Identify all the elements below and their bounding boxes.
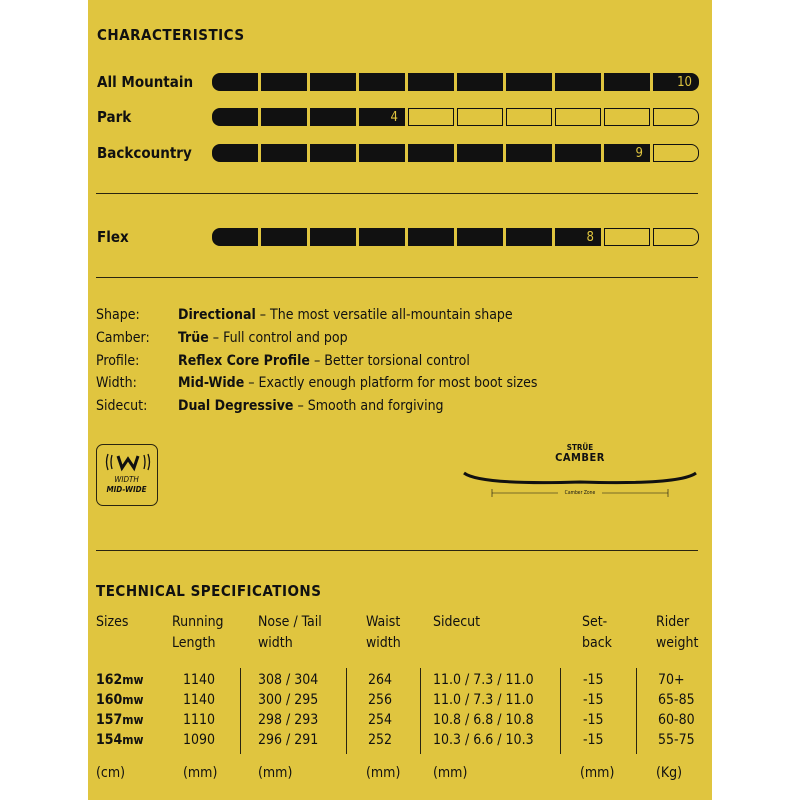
table-cell: 254: [368, 712, 393, 728]
shape-key: Shape:: [96, 307, 140, 323]
table-cell: 300 / 295: [258, 692, 319, 708]
unit-running-length: (mm): [183, 765, 218, 781]
rating-segment: 8: [555, 228, 601, 246]
table-cell: 252: [368, 732, 393, 748]
camber-logo-line2: CAMBER: [555, 451, 605, 464]
profile-key: Profile:: [96, 353, 140, 369]
table-cell: 1140: [183, 692, 216, 708]
rating-segment: [506, 144, 552, 162]
size-cell: 154mw: [96, 732, 144, 748]
rating-segment: [359, 228, 405, 246]
column-divider: [636, 668, 637, 754]
size-cell: 157mw: [96, 712, 144, 728]
table-cell: 296 / 291: [258, 732, 319, 748]
table-cell: 10.3 / 6.6 / 10.3: [433, 732, 534, 748]
rating-segment: [555, 73, 601, 91]
table-cell: 11.0 / 7.3 / 11.0: [433, 672, 534, 688]
table-cell: 256: [368, 692, 393, 708]
divider: [96, 550, 698, 551]
column-divider: [420, 668, 421, 754]
unit-rider-weight: (Kg): [656, 765, 683, 781]
size-cell: 162mw: [96, 672, 144, 688]
rating-segment: [359, 73, 405, 91]
size-cell: 160mw: [96, 692, 144, 708]
rating-segment: [212, 73, 258, 91]
width-badge: [96, 444, 158, 506]
rating-segment: 4: [359, 108, 405, 126]
unit-waist-width: (mm): [366, 765, 401, 781]
rating-segment: [310, 73, 356, 91]
camber-profile-graphic: [462, 440, 698, 510]
table-cell: 298 / 293: [258, 712, 319, 728]
table-cell: -15: [583, 732, 604, 748]
characteristics-title: CHARACTERISTICS: [97, 26, 245, 44]
table-cell: 10.8 / 6.8 / 10.8: [433, 712, 534, 728]
shape-value: Directional – The most versatile all-mountain shape: [178, 307, 513, 323]
rating-segment: [457, 144, 503, 162]
rating-segment: 9: [604, 144, 650, 162]
unit-setback: (mm): [580, 765, 615, 781]
rating-segment: [408, 228, 454, 246]
rating-segment: [653, 228, 699, 246]
rating-segment: [261, 108, 307, 126]
camber-board-icon: [462, 440, 698, 510]
unit-sizes: (cm): [96, 765, 126, 781]
camber-key: Camber:: [96, 330, 150, 346]
rating-segment: [408, 108, 454, 126]
rating-segment: [604, 73, 650, 91]
col-header-sidecut: Sidecut: [433, 614, 481, 630]
table-cell: -15: [583, 672, 604, 688]
unit-sidecut: (mm): [433, 765, 468, 781]
rating-segment: [555, 144, 601, 162]
camber-logo-line1: STRÜE: [566, 443, 594, 452]
col-header-rider-weight: Rider weight: [656, 614, 699, 651]
table-cell: 60-80: [658, 712, 695, 728]
rating-segment: [310, 108, 356, 126]
technical-specs-title: TECHNICAL SPECIFICATIONS: [96, 582, 322, 600]
rating-segment: [212, 108, 258, 126]
rating-segment: [408, 73, 454, 91]
col-header-waist-width: Waist width: [366, 614, 401, 651]
column-divider: [346, 668, 347, 754]
table-cell: 65-85: [658, 692, 695, 708]
col-header-running-length: Running Length: [172, 614, 224, 651]
rating-segment: [653, 108, 699, 126]
camber-value: Trüe – Full control and pop: [178, 330, 348, 346]
rating-segment: [506, 73, 552, 91]
column-divider: [560, 668, 561, 754]
table-cell: 55-75: [658, 732, 695, 748]
table-cell: 264: [368, 672, 393, 688]
backcountry-label: Backcountry: [97, 144, 192, 162]
rating-segment: [653, 144, 699, 162]
width-badge-line1: WIDTH: [114, 475, 139, 484]
table-cell: -15: [583, 712, 604, 728]
rating-segment: 10: [653, 73, 699, 91]
park-label: Park: [97, 108, 132, 126]
rating-segment: [310, 228, 356, 246]
profile-value: Reflex Core Profile – Better torsional control: [178, 353, 470, 369]
rating-segment: [261, 73, 307, 91]
unit-nose-tail-width: (mm): [258, 765, 293, 781]
col-header-setback: Set- back: [582, 614, 612, 651]
table-cell: 308 / 304: [258, 672, 319, 688]
table-cell: 70+: [658, 672, 685, 688]
col-header-nose-tail-width: Nose / Tail width: [258, 614, 322, 651]
table-cell: 1110: [183, 712, 216, 728]
rating-segment: [408, 144, 454, 162]
rating-segment: [261, 144, 307, 162]
all-mountain-label: All Mountain: [97, 73, 194, 91]
table-cell: 11.0 / 7.3 / 11.0: [433, 692, 534, 708]
table-cell: 1140: [183, 672, 216, 688]
divider: [96, 277, 698, 278]
rating-segment: [457, 228, 503, 246]
rating-segment: [457, 73, 503, 91]
width-key: Width:: [96, 375, 137, 391]
sidecut-value: Dual Degressive – Smooth and forgiving: [178, 398, 444, 414]
rating-segment: [359, 144, 405, 162]
rating-segment: [604, 228, 650, 246]
rating-segment: [212, 228, 258, 246]
table-cell: 1090: [183, 732, 216, 748]
width-badge-line2: MID-WIDE: [106, 485, 147, 494]
camber-zone-label: Camber Zone: [564, 490, 596, 496]
sidecut-key: Sidecut:: [96, 398, 148, 414]
flex-label: Flex: [97, 228, 129, 246]
table-cell: -15: [583, 692, 604, 708]
width-value: Mid-Wide – Exactly enough platform for most boot sizes: [178, 375, 538, 391]
col-header-sizes: Sizes: [96, 614, 129, 630]
rating-segment: [261, 228, 307, 246]
rating-segment: [506, 108, 552, 126]
rating-segment: [457, 108, 503, 126]
rating-segment: [212, 144, 258, 162]
rating-segment: [310, 144, 356, 162]
rating-segment: [555, 108, 601, 126]
width-arrows-icon: [105, 451, 151, 473]
rating-segment: [506, 228, 552, 246]
rating-segment: [604, 108, 650, 126]
column-divider: [240, 668, 241, 754]
divider: [96, 193, 698, 194]
